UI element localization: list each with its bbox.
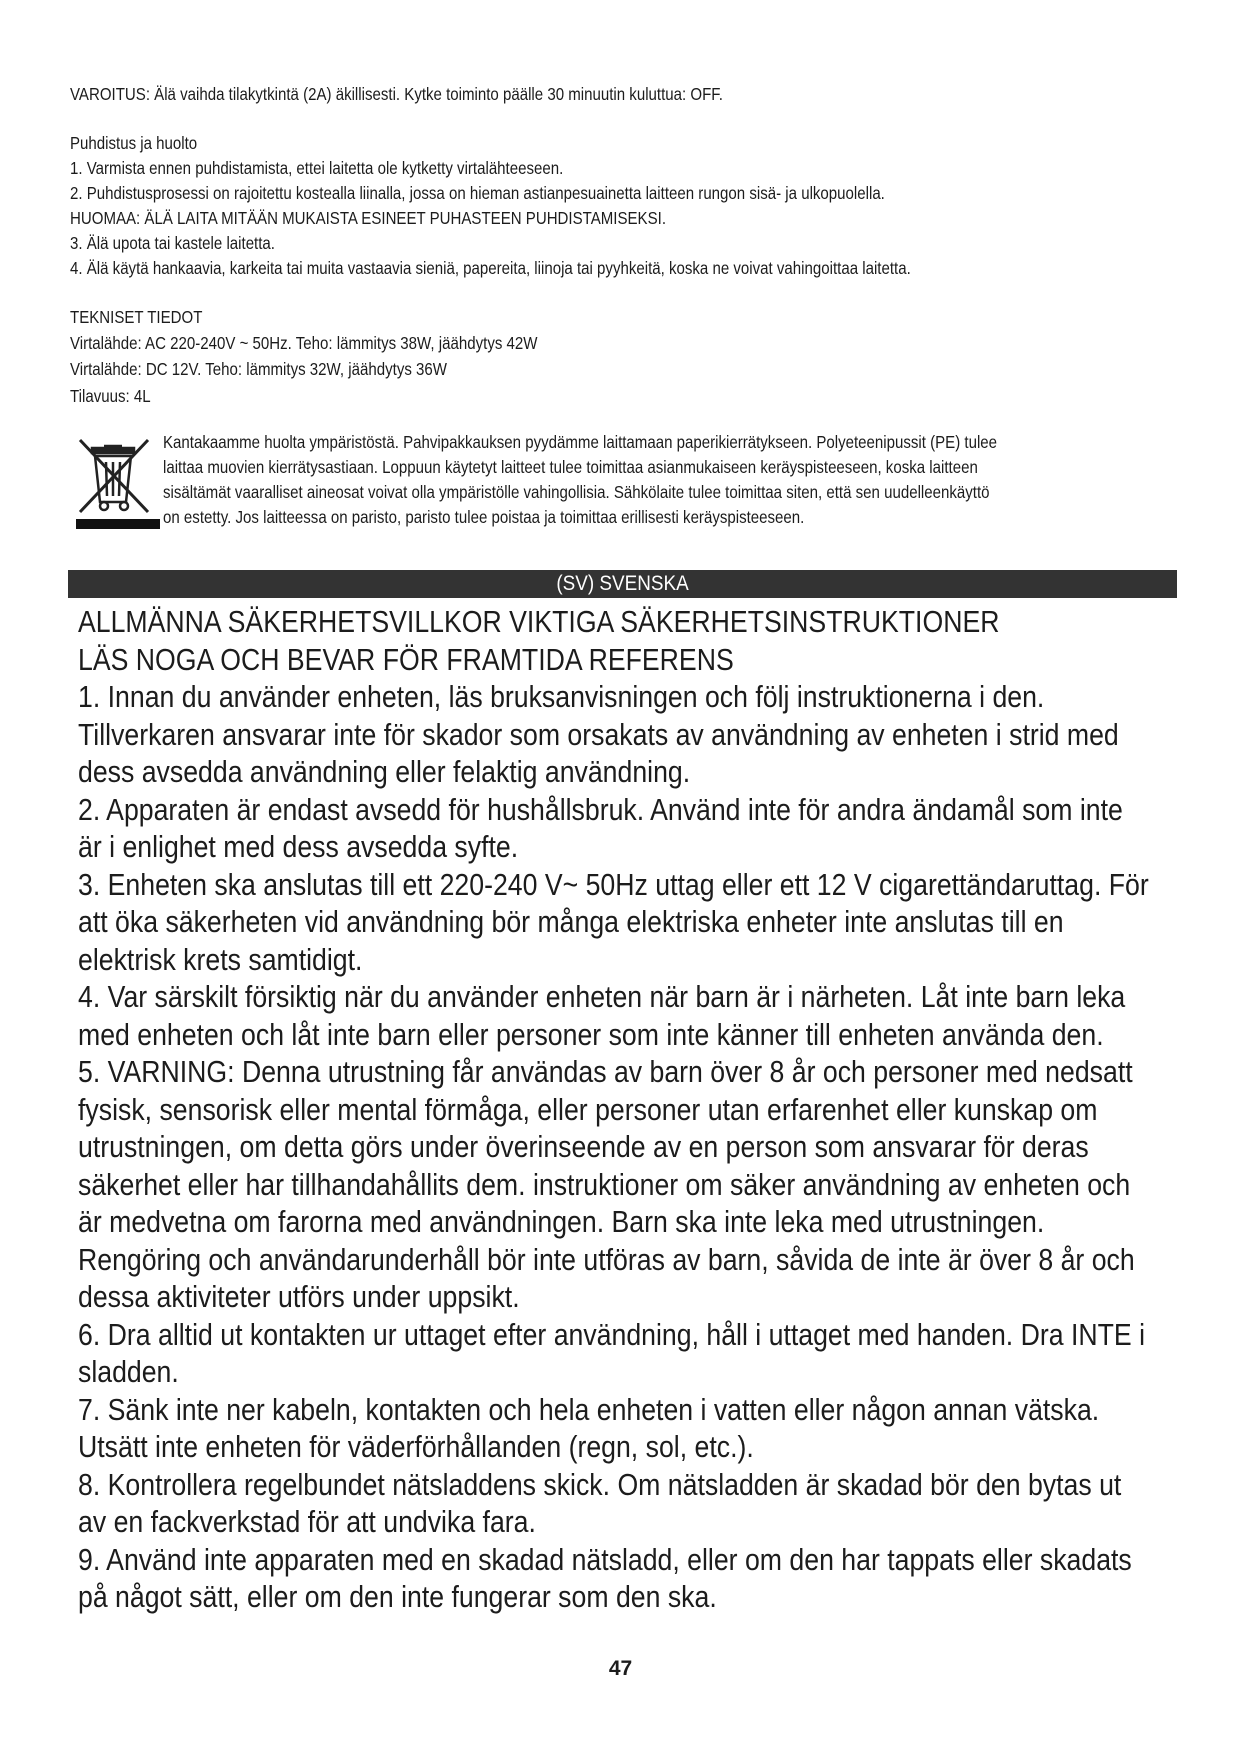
sv-line: dessa aktiviteter utförs under uppsikt. — [78, 1279, 520, 1314]
fi-tech-title: TEKNISET TIEDOT — [70, 307, 203, 327]
fi-environment-line: Kantakaamme huolta ympäristöstä. Pahvipakkauksen pyydämme laittamaan paperikierrätykseen. Polyeteenipussit (PE) tulee — [163, 432, 998, 452]
sv-line: är i enlighet med dess avsedda syfte. — [78, 829, 519, 864]
fi-cleaning-title: Puhdistus ja huolto — [70, 133, 198, 153]
fi-environment-text — [163, 430, 997, 530]
fi-cleaning-item: 2. Puhdistusprosessi on rajoitettu kostealla liinalla, jossa on hieman astianpesuainetta laitteen rungon sisä- ja ulkopuolella. — [70, 183, 885, 203]
fi-warning: VAROITUS: Älä vaihda tilakytkintä (2A) äkillisesti. Kytke toiminto päälle 30 minuutin kuluttua: OFF. — [70, 84, 723, 104]
sv-line: utrustningen, om detta görs under överinseende av en person som ansvarar för deras — [78, 1129, 1089, 1164]
fi-tech-item: Tilavuus: 4L — [70, 386, 151, 406]
fi-cleaning-item: 4. Älä käytä hankaavia, karkeita tai muita vastaavia sieniä, papereita, liinoja tai pyyhkeitä, koska ne voivat vahingoittaa laitetta. — [70, 258, 911, 278]
fi-tech-item: Virtalähde: AC 220-240V ~ 50Hz. Teho: lämmitys 38W, jäähdytys 42W — [70, 333, 538, 353]
fi-tech-item: Virtalähde: DC 12V. Teho: lämmitys 32W, jäähdytys 36W — [70, 359, 448, 379]
sv-line: elektrisk krets samtidigt. — [78, 942, 363, 977]
sv-line: Rengöring och användarunderhåll bör inte utföras av barn, såvida de inte är över 8 år och — [78, 1242, 1135, 1277]
sv-line: på något sätt, eller om den inte fungerar som den ska. — [78, 1579, 717, 1614]
sv-heading: ALLMÄNNA SÄKERHETSVILLKOR VIKTIGA SÄKERHETSINSTRUKTIONER — [78, 604, 1000, 639]
sv-line: 4. Var särskilt försiktig när du använder enheten när barn är i närheten. Låt inte barn leka — [78, 979, 1126, 1014]
fi-cleaning-item: 1. Varmista ennen puhdistamista, ettei laitetta ole kytketty virtalähteeseen. — [70, 158, 564, 178]
fi-cleaning-note: HUOMAA: ÄLÄ LAITA MITÄÄN MUKAISTA ESINEET PUHASTEEN PUHDISTAMISEKSI. — [70, 208, 667, 228]
sv-line: 2. Apparaten är endast avsedd för hushållsbruk. Använd inte för andra ändamål som inte — [78, 792, 1123, 827]
sv-line: dess avsedda användning eller felaktig användning. — [78, 754, 691, 789]
sv-line: Utsätt inte enheten för väderförhållanden (regn, sol, etc.). — [78, 1429, 754, 1464]
sv-line: med enheten och låt inte barn eller personer som inte känner till enheten använda den. — [78, 1017, 1104, 1052]
fi-cleaning-item: 3. Älä upota tai kastele laitetta. — [70, 233, 275, 253]
sv-line: är medvetna om farorna med användningen. Barn ska inte leka med utrustningen. — [78, 1204, 1045, 1239]
sv-line: Tillverkaren ansvarar inte för skador som orsakats av användning av enheten i strid med — [78, 717, 1119, 752]
fi-environment-line: laittaa muovien kierrätysastiaan. Loppuun käytetyt laitteet tulee toimittaa asianmukaiseen keräyspisteeseen, koska laitteen — [163, 457, 978, 477]
sv-line: 1. Innan du använder enheten, läs bruksanvisningen och följ instruktionerna i den. — [78, 679, 1045, 714]
sv-line: 3. Enheten ska anslutas till ett 220-240 V~ 50Hz uttag eller ett 12 V cigarettändaruttag. För — [78, 867, 1149, 902]
fi-environment-line: on estetty. Jos laitteessa on paristo, paristo tulee poistaa ja toimittaa erillisesti keräyspisteeseen. — [163, 507, 805, 527]
sv-line: 9. Använd inte apparaten med en skadad nätsladd, eller om den har tappats eller skadats — [78, 1542, 1132, 1577]
sv-line: 8. Kontrollera regelbundet nätsladdens skick. Om nätsladden är skadad bör den bytas ut — [78, 1467, 1122, 1502]
weee-recycle-bin-icon — [76, 434, 161, 530]
fi-environment-line: sisältämät vaaralliset aineosat voivat olla ympäristölle vahingollisia. Sähkölaite tulee toimittaa siten, että sen uudelleenkäyttö — [163, 482, 990, 502]
sv-subheading: LÄS NOGA OCH BEVAR FÖR FRAMTIDA REFERENS — [78, 642, 734, 677]
sv-line: av en fackverkstad för att undvika fara. — [78, 1504, 536, 1539]
page-number: 47 — [608, 1657, 633, 1680]
sv-line: 5. VARNING: Denna utrustning får användas av barn över 8 år och personer med nedsatt — [78, 1054, 1133, 1089]
sv-line: 7. Sänk inte ner kabeln, kontakten och hela enheten i vatten eller någon annan vätska. — [78, 1392, 1100, 1427]
section-header-svenska — [68, 570, 1177, 598]
sv-line: 6. Dra alltid ut kontakten ur uttaget efter användning, håll i uttaget med handen. Dra INTE i — [78, 1317, 1146, 1352]
sv-line: fysisk, sensorisk eller mental förmåga, eller personer utan erfarenhet eller kunskap om — [78, 1092, 1098, 1127]
section-header-label: (SV) SVENSKA — [556, 572, 689, 595]
sv-line: att öka säkerheten vid användning bör många elektriska enheter inte anslutas till en — [78, 904, 1064, 939]
sv-line: sladden. — [78, 1354, 179, 1389]
sv-line: säkerhet eller har tillhandahållits dem. instruktioner om säker användning av enheten och — [78, 1167, 1131, 1202]
